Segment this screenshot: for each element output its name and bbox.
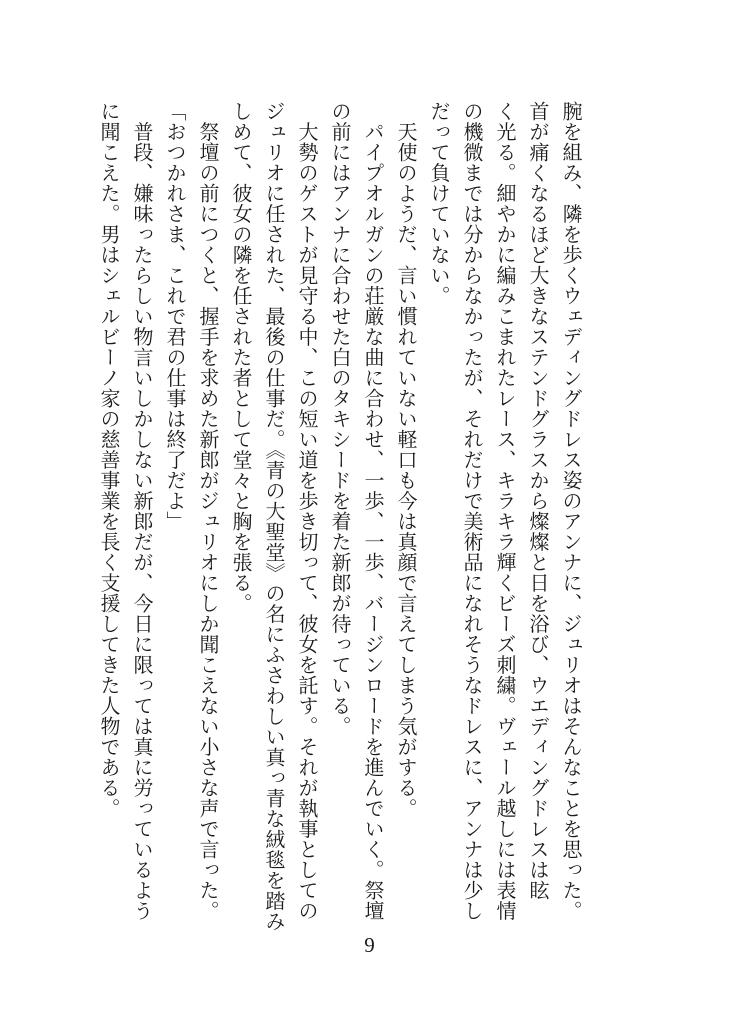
text-line: に聞こえた。男はシェルビーノ家の慈善事業を長く支援してきた人物である。 bbox=[97, 101, 121, 819]
text-line: 天使のようだ、言い慣れていない軽口も今は真顔で言えてしまう気がする。 bbox=[394, 101, 418, 819]
text-line: 普段、嫌味ったらしい物言いしかしない新郎だが、今日に限っては真に労っているよう bbox=[130, 101, 154, 921]
vertical-text-body bbox=[97, 101, 587, 932]
text-line: 「おつかれさま、これで君の仕事は終了だよ」 bbox=[163, 101, 187, 532]
page-number: 9 bbox=[364, 933, 375, 957]
text-line: パイプオルガンの荘厳な曲に合わせ、一歩、一歩、バージンロードを進んでいく。祭壇 bbox=[361, 101, 385, 921]
text-line: く光る。細やかに編みこまれたレース、キラキラ輝くビーズ刺繍。ヴェール越しには表情 bbox=[493, 101, 517, 921]
text-line: の前にはアンナに合わせた白のタキシードを着た新郎が待っている。 bbox=[328, 101, 352, 737]
text-line: 祭壇の前につくと、握手を求めた新郎がジュリオにしか聞こえない小さな声で言った。 bbox=[196, 101, 220, 921]
text-line: 大勢のゲストが見守る中、この短い道を歩き切って、彼女を託す。それが執事としての bbox=[295, 101, 319, 921]
text-line: だって負けていない。 bbox=[427, 101, 451, 306]
text-line: ジュリオに任された、最後の仕事だ。《青の大聖堂》の名にふさわしい真っ青な絨毯を踏み bbox=[262, 101, 286, 932]
text-line: の機微までは分からなかったが、それだけで美術品になれそうなドレスに、アンナは少し bbox=[460, 101, 484, 921]
text-line: しめて、彼女の隣を任された者として堂々と胸を張る。 bbox=[229, 101, 253, 614]
text-line: 首が痛くなるほど大きなステンドグラスから燦燦と日を浴び、ウエディングドレスは眩 bbox=[526, 101, 550, 901]
text-line: 腕を組み、隣を歩くウェディングドレス姿のアンナに、ジュリオはそんなことを思った。 bbox=[559, 101, 583, 921]
